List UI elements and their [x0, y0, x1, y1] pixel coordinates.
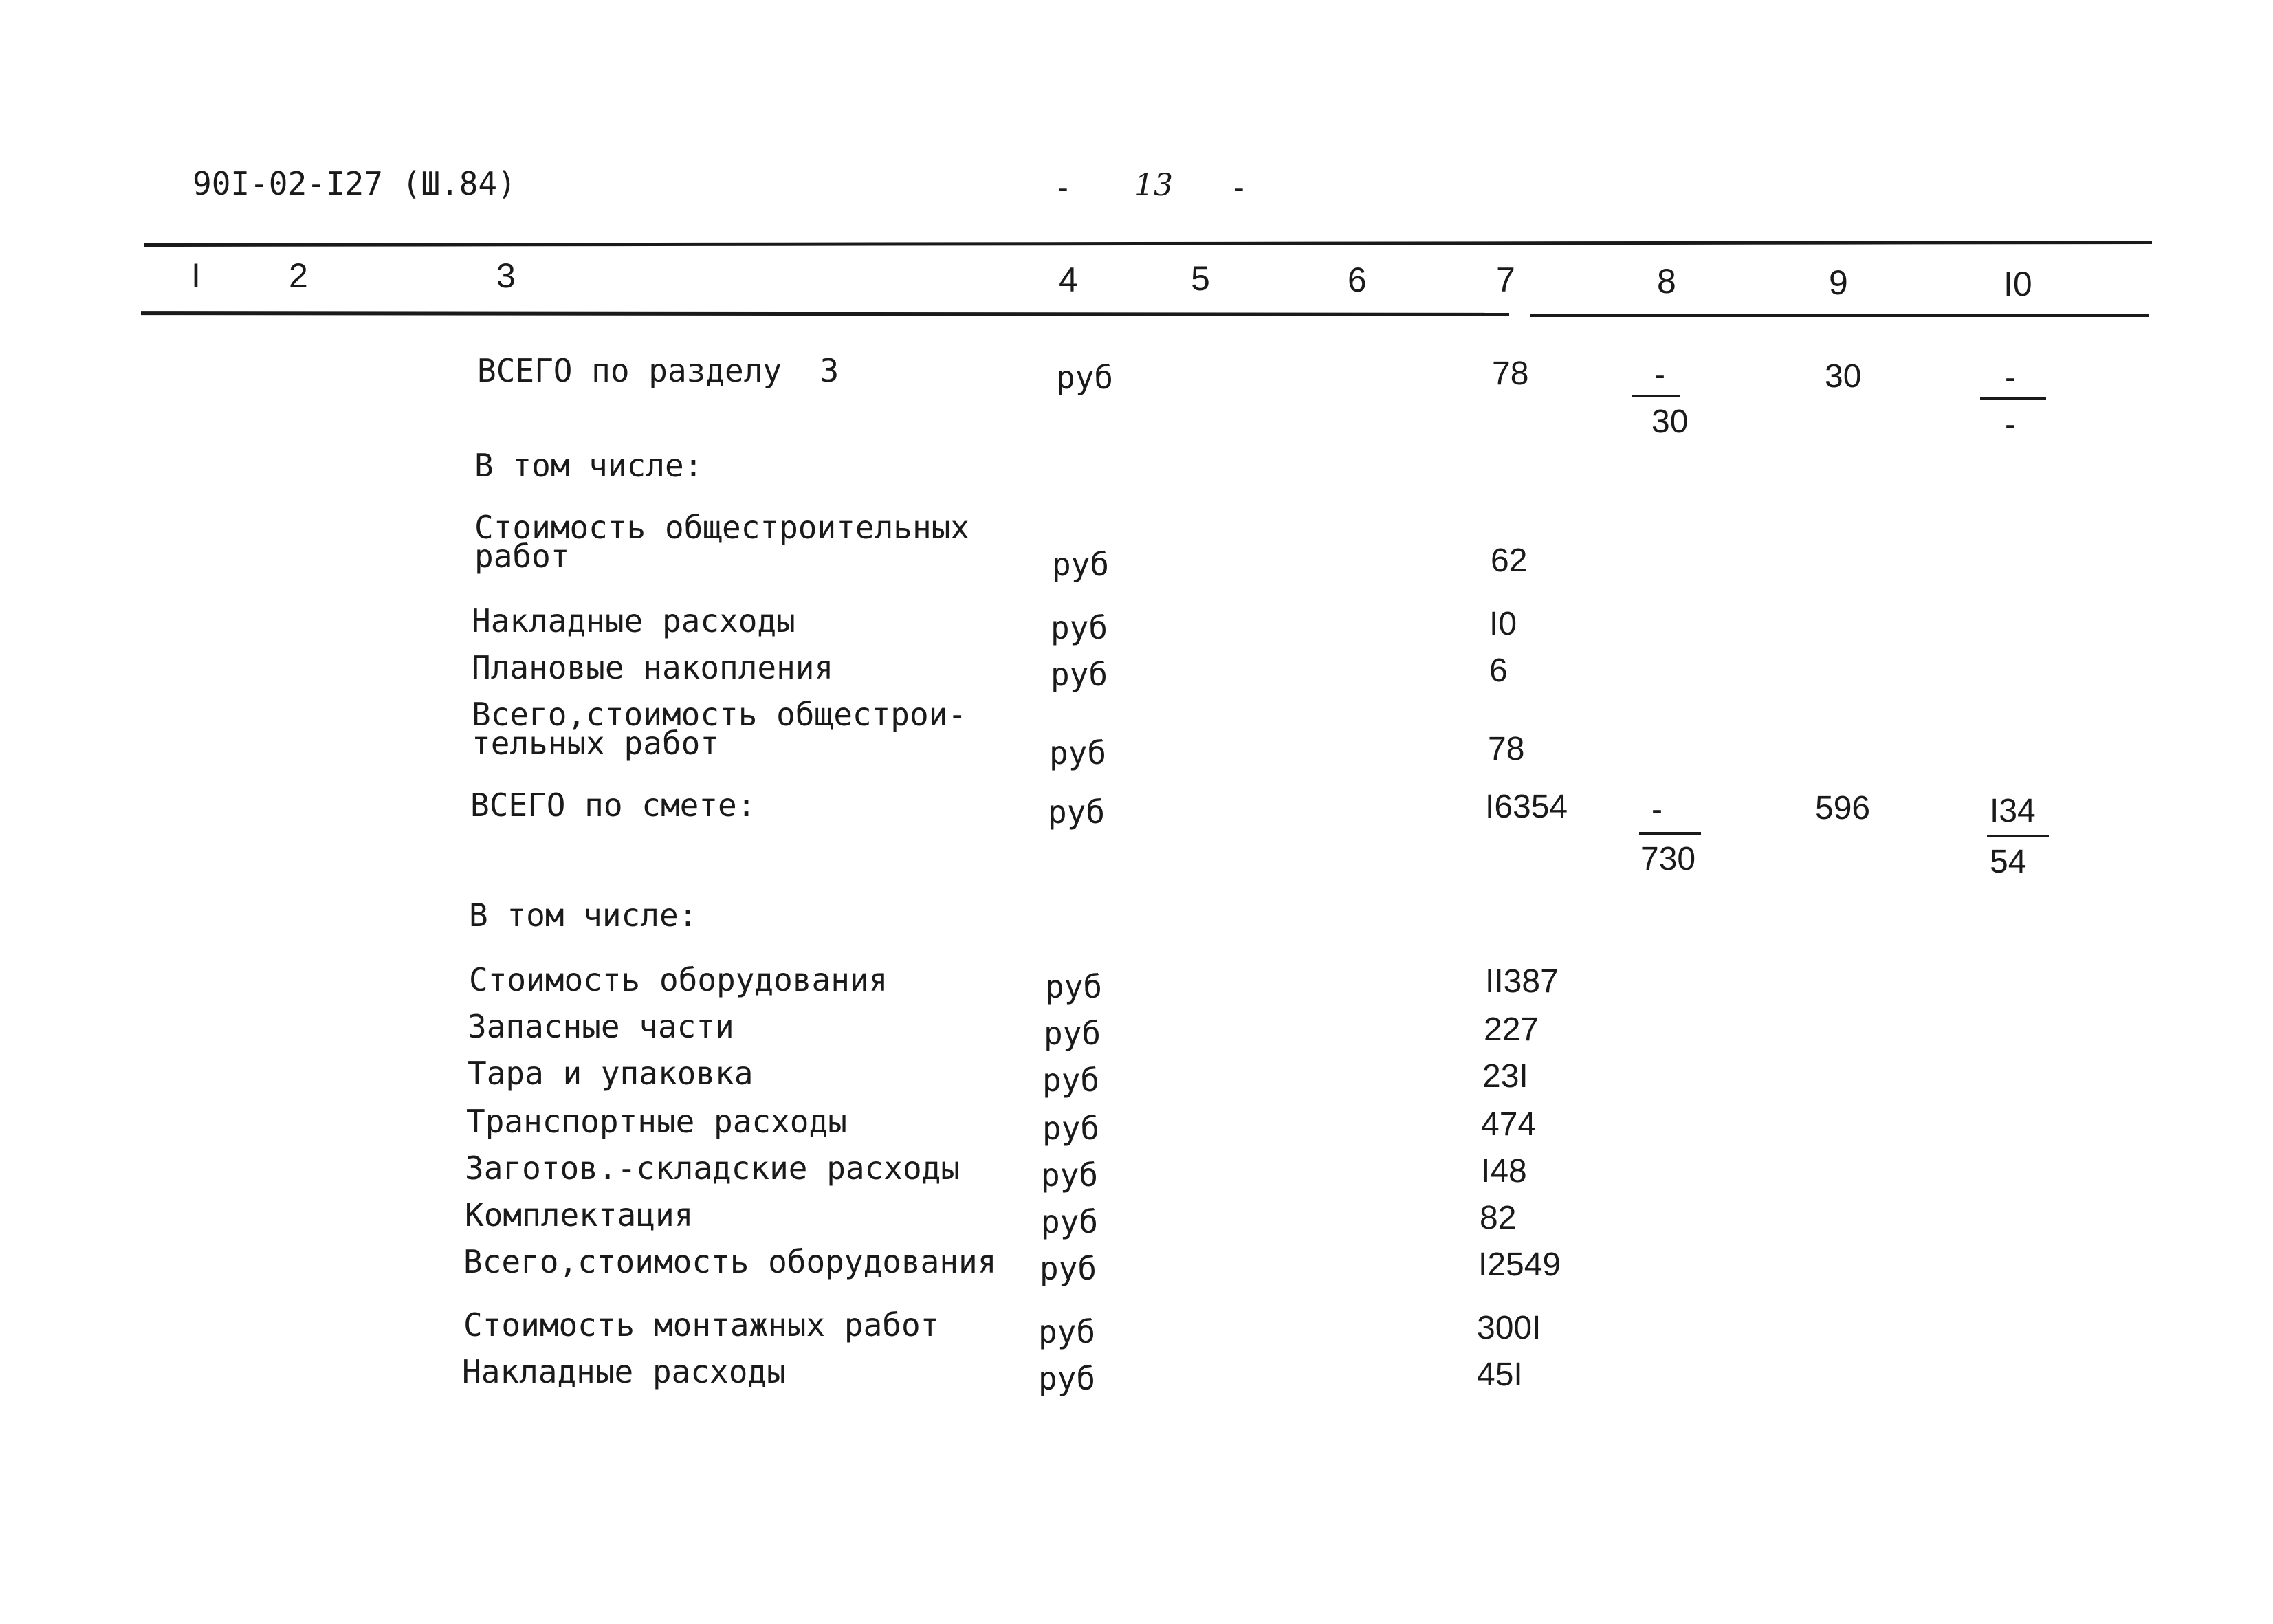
row-construction-cost-unit: руб	[1052, 546, 1110, 583]
page-number: 13	[1134, 168, 1173, 203]
row-total-equipment-unit: руб	[1040, 1250, 1097, 1287]
column-header-1: I	[191, 256, 201, 295]
row-total-equipment-col7: I2549	[1478, 1247, 1561, 1283]
row-spare-parts-unit: руб	[1044, 1015, 1101, 1052]
row-equipment-cost-unit: руб	[1045, 968, 1103, 1005]
row-total-estimate-unit: руб	[1048, 793, 1106, 831]
row-total-construction-col7: 78	[1488, 731, 1525, 767]
row-total-estimate-col9: 596	[1815, 790, 1871, 826]
row-spare-parts-label: Запасные части	[468, 1008, 734, 1045]
row-total-section-col10-denominator: -	[2005, 406, 2016, 443]
row-spare-parts-col7: 227	[1484, 1011, 1539, 1048]
column-header-4: 4	[1059, 261, 1078, 299]
row-total-section-col8-fraction-bar	[1632, 395, 1680, 397]
column-header-10: I0	[2003, 265, 2032, 303]
row-including-heading-1: В том числе:	[474, 447, 703, 484]
row-installation-overhead-col7: 45I	[1477, 1357, 1523, 1393]
row-overhead-col7: I0	[1489, 606, 1517, 642]
row-packaging-unit: руб	[1042, 1062, 1100, 1099]
row-total-section-label: ВСЕГО по разделу 3	[477, 352, 839, 389]
row-total-construction-unit: руб	[1049, 734, 1107, 771]
row-planned-savings-unit: руб	[1051, 656, 1108, 693]
row-completion-unit: руб	[1041, 1203, 1099, 1240]
row-total-estimate-col8-numerator: -	[1651, 791, 1662, 828]
row-total-equipment-label: Всего,стоимость оборудования	[463, 1243, 997, 1280]
row-procurement-warehouse-unit: руб	[1041, 1156, 1099, 1194]
row-completion-label: Комплектация	[465, 1196, 694, 1233]
row-overhead-label: Накладные расходы	[472, 602, 795, 639]
row-total-section-col8-numerator: -	[1654, 357, 1665, 393]
row-overhead-unit: руб	[1051, 609, 1108, 646]
row-total-construction-label: Всего,стоимость общестрои- тельных работ	[472, 696, 967, 762]
header-bottom-rule-right	[1530, 314, 2149, 317]
column-header-6: 6	[1348, 261, 1367, 299]
row-completion-col7: 82	[1480, 1200, 1517, 1236]
row-planned-savings-label: Плановые накопления	[472, 649, 834, 686]
row-total-estimate-col8-denominator: 730	[1640, 841, 1696, 877]
column-header-7: 7	[1496, 261, 1515, 299]
row-procurement-warehouse-label: Заготов.-складские расходы	[465, 1150, 960, 1187]
column-header-5: 5	[1191, 259, 1210, 298]
table-top-rule	[144, 241, 2152, 247]
document-id: 90I-02-I27 (Ш.84)	[193, 165, 516, 202]
row-total-section-col8-denominator: 30	[1651, 404, 1689, 440]
row-packaging-col7: 23I	[1482, 1058, 1528, 1095]
header-bottom-rule-left	[141, 311, 1509, 316]
row-installation-overhead-unit: руб	[1038, 1360, 1096, 1397]
row-packaging-label: Тара и упаковка	[468, 1055, 754, 1092]
column-header-9: 9	[1829, 263, 1848, 302]
row-total-estimate-col10-denominator: 54	[1990, 844, 2027, 880]
column-header-8: 8	[1657, 262, 1676, 300]
page-number-dash-right: -	[1229, 169, 1249, 206]
row-including-heading-2: В том числе:	[469, 897, 698, 934]
row-total-section-col7: 78	[1492, 355, 1529, 392]
row-transport-col7: 474	[1481, 1106, 1537, 1143]
row-total-section-col9: 30	[1825, 358, 1862, 395]
row-equipment-cost-label: Стоимость оборудования	[469, 961, 888, 998]
row-installation-cost-label: Стоимость монтажных работ	[463, 1306, 940, 1343]
column-header-2: 2	[289, 256, 308, 295]
row-installation-overhead-label: Накладные расходы	[462, 1353, 786, 1390]
row-planned-savings-col7: 6	[1489, 652, 1508, 689]
row-total-estimate-col10-numerator: I34	[1990, 793, 2036, 829]
row-total-estimate-col8-fraction-bar	[1639, 832, 1701, 835]
row-total-estimate-col7: I6354	[1485, 789, 1568, 825]
row-installation-cost-col7: 300I	[1477, 1310, 1541, 1346]
page-number-dash-left: -	[1053, 169, 1073, 206]
row-total-section-unit: руб	[1056, 359, 1114, 396]
row-total-section-col10-fraction-bar	[1980, 397, 2046, 400]
row-construction-cost-label: Стоимость общестроительных работ	[474, 509, 970, 575]
column-header-3: 3	[496, 256, 516, 295]
row-transport-unit: руб	[1042, 1110, 1100, 1147]
row-total-estimate-label: ВСЕГО по смете:	[470, 787, 756, 824]
row-equipment-cost-col7: II387	[1485, 963, 1559, 1000]
row-total-estimate-col10-fraction-bar	[1987, 835, 2049, 837]
row-transport-label: Транспортные расходы	[466, 1103, 847, 1140]
row-procurement-warehouse-col7: I48	[1481, 1153, 1527, 1189]
row-total-section-col10-numerator: -	[2005, 360, 2016, 396]
row-installation-cost-unit: руб	[1038, 1313, 1096, 1350]
row-construction-cost-col7: 62	[1491, 542, 1528, 579]
